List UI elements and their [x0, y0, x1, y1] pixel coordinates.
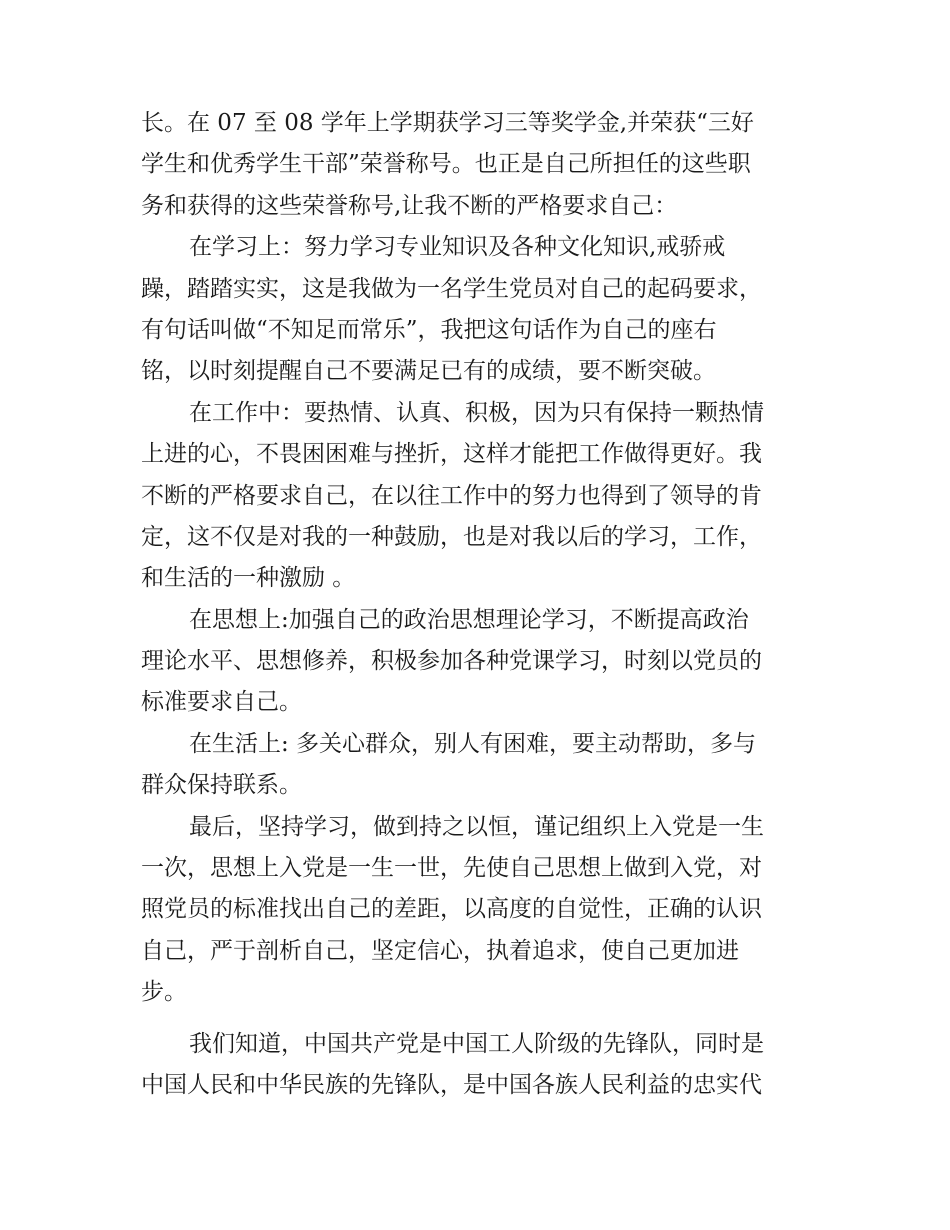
text-line: 上进的心，不畏困困难与挫折，这样才能把工作做得更好。我 [141, 441, 762, 468]
text-line: 和生活的一种激励 。 [141, 565, 356, 592]
text-line: 学生和优秀学生干部”荣誉称号。也正是自己所担任的这些职 [141, 151, 751, 178]
text-line: 有句话叫做“不知足而常乐”，我把这句话作为自己的座右 [141, 316, 717, 343]
paragraph-gap [141, 1014, 813, 1024]
text-line: 不断的严格要求自己，在以往工作中的努力也得到了领导的肯 [141, 482, 762, 509]
text-line: 铭，以时刻提醒自己不要满足已有的成绩，要不断突破。 [141, 358, 716, 385]
text-line: 在工作中：要热情、认真、积极，因为只有保持一颗热情 [189, 399, 764, 426]
text-line: 在思想上:加强自己的政治思想理论学习，不断提高政治 [189, 606, 749, 633]
text-line: 在学习上：努力学习专业知识及各种文化知识,戒骄戒 [189, 234, 726, 261]
text-line: 定，这不仅是对我的一种鼓励，也是对我以后的学习，工作， [141, 523, 762, 550]
text-line: 一次，思想上入党是一生一世，先使自己思想上做到入党，对 [141, 855, 762, 882]
text-line: 我们知道，中国共产党是中国工人阶级的先锋队，同时是 [189, 1030, 764, 1057]
text-line: 自己，严于剖析自己，坚定信心，执着追求，使自己更加进 [141, 937, 739, 964]
text-line: 照党员的标准找出自己的差距，以高度的自觉性，正确的认识 [141, 896, 762, 923]
text-line: 标准要求自己。 [141, 689, 302, 716]
text-line: 步。 [141, 979, 187, 1006]
text-line: 群众保持联系。 [141, 772, 302, 799]
document-body [141, 103, 813, 1106]
text-line: 长。在 07 至 08 学年上学期获学习三等奖学金,并荣获“三好 [141, 110, 754, 136]
text-line: 最后，坚持学习，做到持之以恒，谨记组织上入党是一生 [189, 813, 764, 840]
text-line: 在生活上: 多关心群众，别人有困难，要主动帮助，多与 [189, 730, 757, 757]
text-line: 躁，踏踏实实，这是我做为一名学生党员对自己的起码要求， [141, 275, 762, 302]
text-line: 中国人民和中华民族的先锋队，是中国各族人民利益的忠实代 [141, 1071, 762, 1098]
text-line: 务和获得的这些荣誉称号,让我不断的严格要求自己： [141, 192, 678, 219]
text-line: 理论水平、思想修养，积极参加各种党课学习，时刻以党员的 [141, 648, 762, 675]
